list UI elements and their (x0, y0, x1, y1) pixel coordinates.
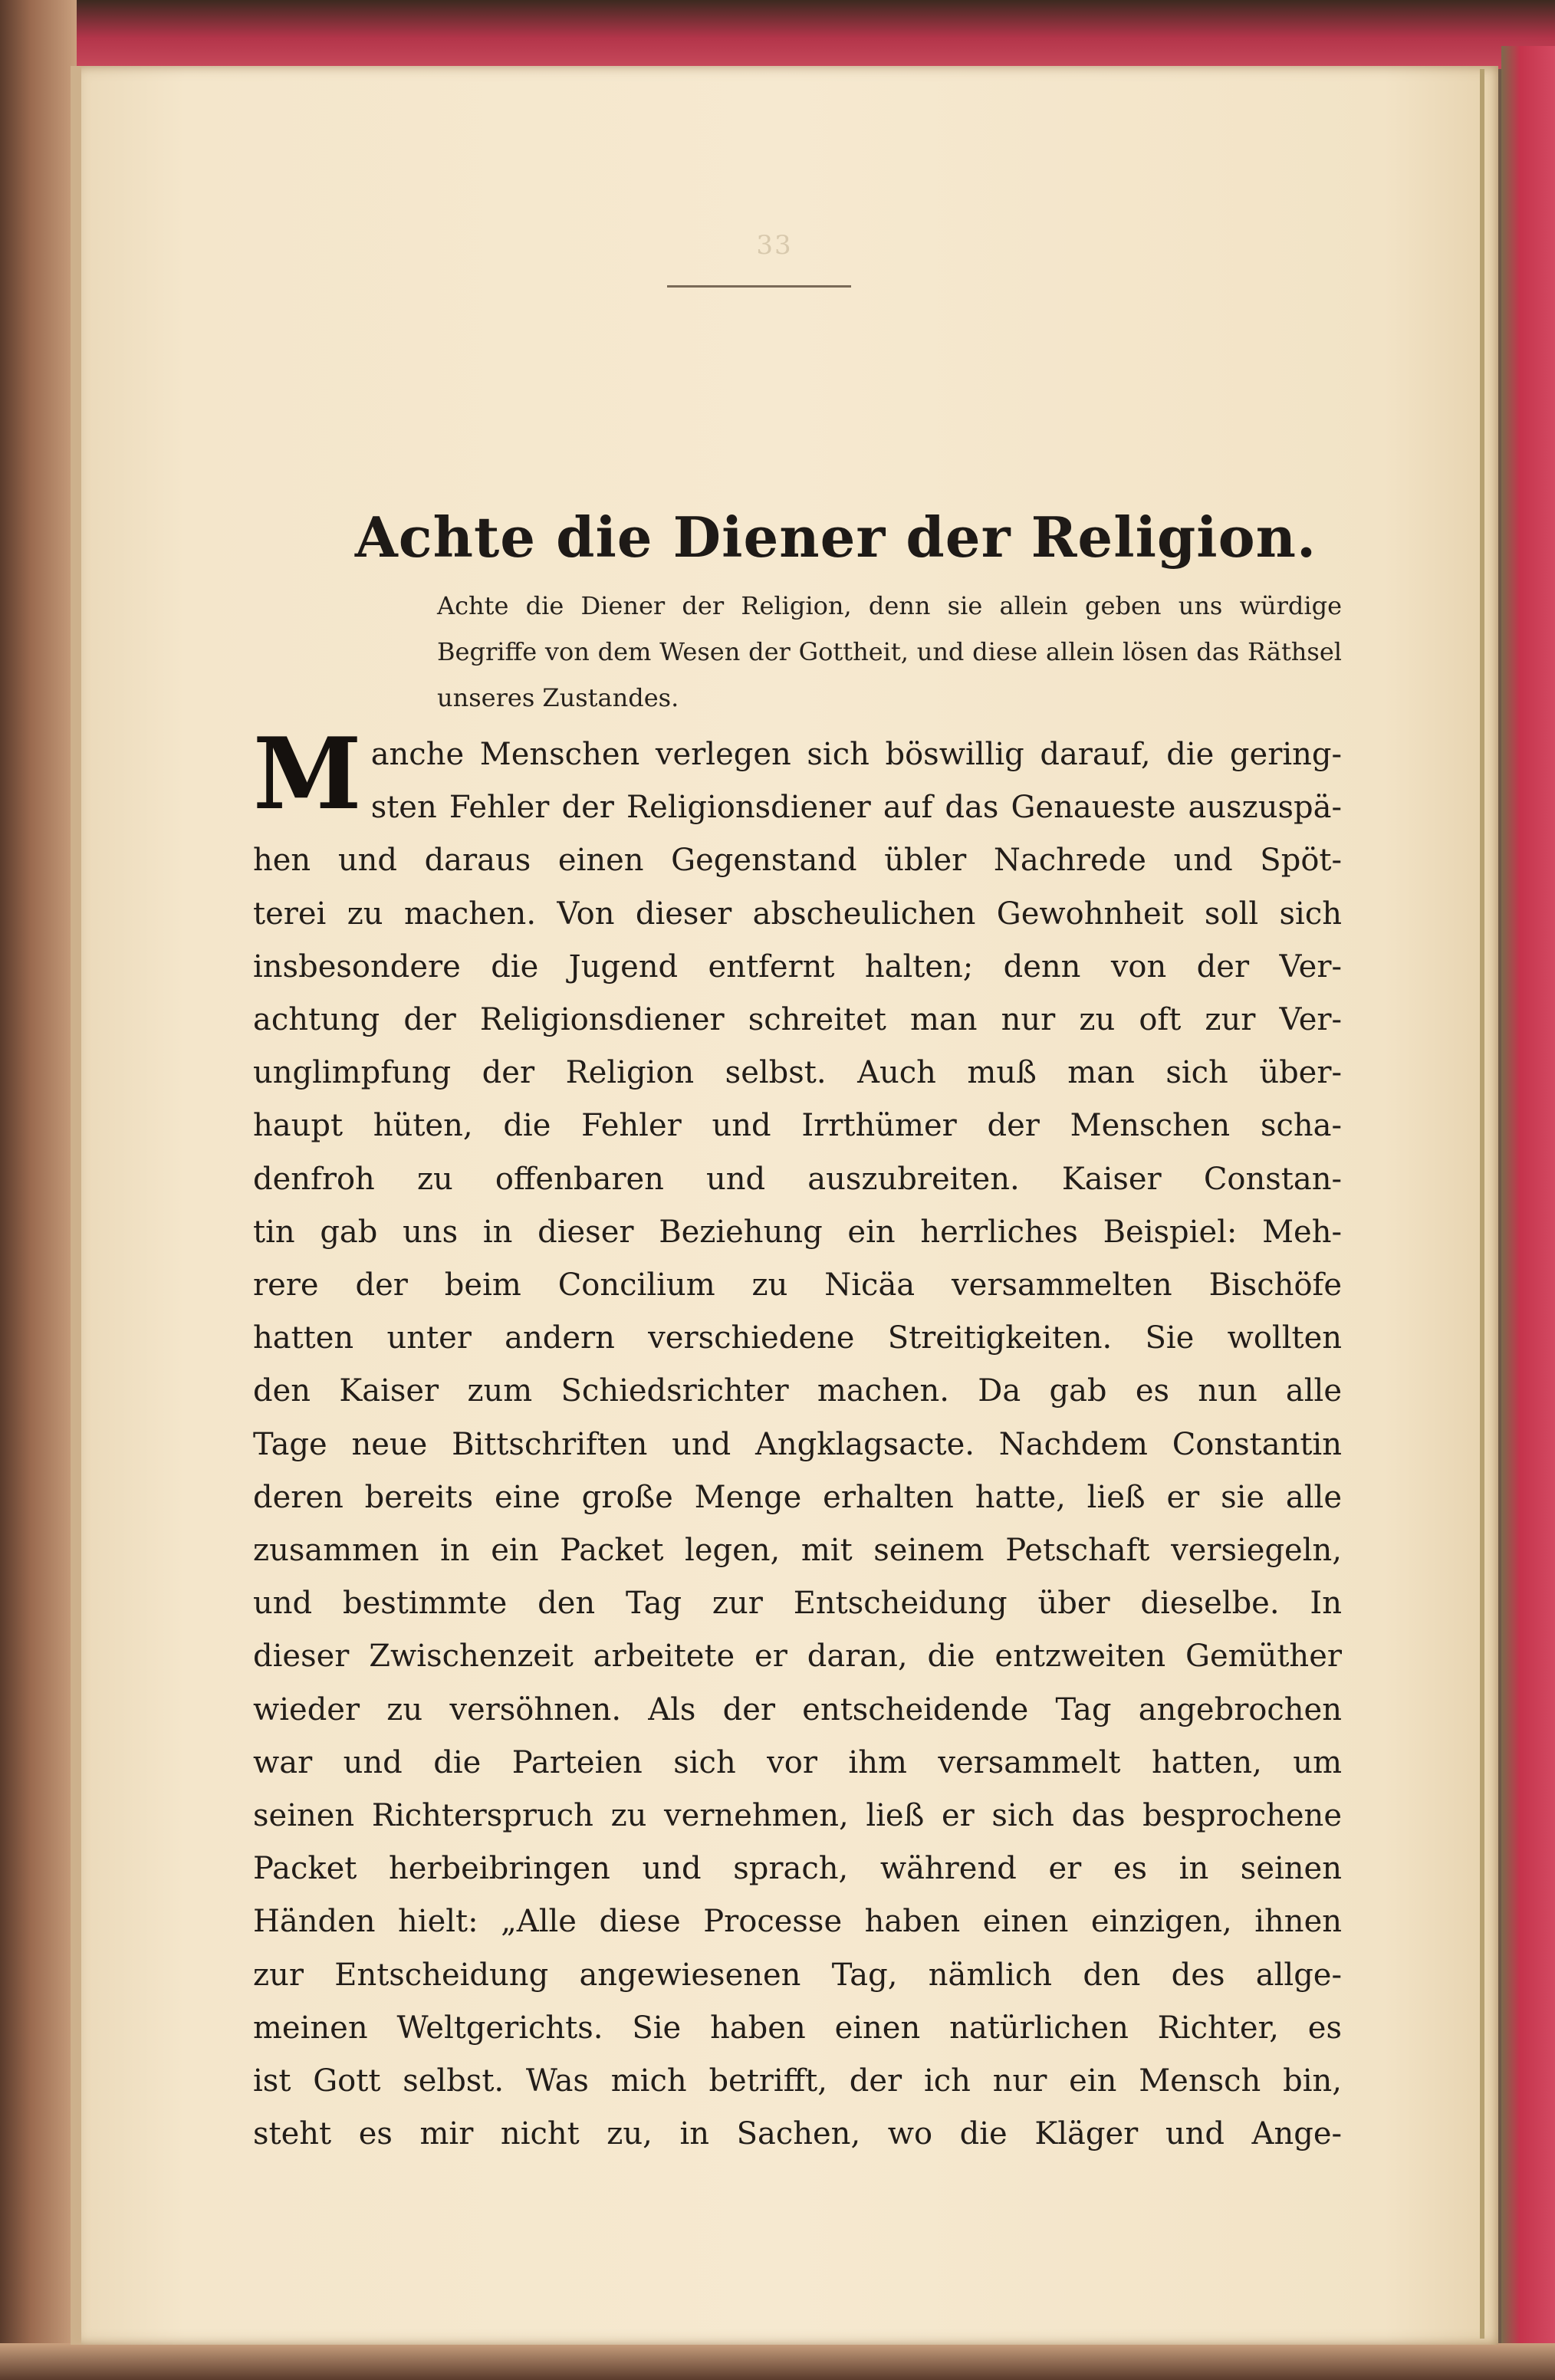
text-line: war und die Parteien sich vor ihm versammelt hatten, um (253, 1744, 1342, 1780)
text-line: tin gab uns in dieser Beziehung ein herrliches Beispiel: Meh- (253, 1214, 1342, 1250)
book-cover-bottom (0, 2343, 1555, 2380)
text-line: deren bereits eine große Menge erhalten hatte, ließ er sie alle (253, 1479, 1342, 1515)
book-cover-right (1501, 46, 1555, 2380)
text-line: hatten unter andern verschiedene Streitigkeiten. Sie wollten (253, 1320, 1342, 1356)
chapter-motto: Achte die Diener der Religion, denn sie allein geben uns würdige Begriffe von dem Wesen der Gottheit, und diese allein lösen das Räthsel unseres Zustandes. (437, 591, 1342, 712)
text-line: zusammen in ein Packet legen, mit seinem Petschaft versiegeln, (253, 1533, 1342, 1569)
text-line: und bestimmte den Tag zur Entscheidung über dieselbe. In (253, 1586, 1342, 1622)
text-line: achtung der Religionsdiener schreitet man nur zu oft zur Ver- (253, 1002, 1342, 1038)
page-number: 33 (756, 230, 793, 261)
text-line: sten Fehler der Religionsdiener auf das Genaueste auszuspä- (370, 790, 1342, 826)
text-line: seinen Richterspruch zu vernehmen, ließ er sich das besprochene (253, 1798, 1342, 1834)
text-line: anche Menschen verlegen sich böswillig darauf, die gering- (370, 737, 1342, 772)
text-line: Tage neue Bittschriften und Angklagsacte. Nachdem Constantin (253, 1426, 1342, 1462)
book-cover-top (0, 0, 1555, 69)
chapter-title: Achte die Diener der Religion. (354, 505, 1317, 570)
text-line: insbesondere die Jugend entfernt halten; denn von der Ver- (253, 948, 1342, 985)
page-edge (1480, 69, 1484, 2339)
text-line: ist Gott selbst. Was mich betrifft, der ich nur ein Mensch bin, (253, 2063, 1342, 2099)
text-line: rere der beim Concilium zu Nicäa versammelten Bischöfe (253, 1267, 1342, 1303)
text-line: hen und daraus einen Gegenstand übler Nachrede und Spöt- (253, 843, 1342, 879)
text-line: unglimpfung der Religion selbst. Auch muß man sich über- (253, 1055, 1342, 1091)
page-gutter (71, 66, 81, 2345)
drop-cap: M (253, 717, 362, 832)
text-line: denfroh zu offenbaren und auszubreiten. Kaiser Constan- (253, 1161, 1342, 1197)
text-line: dieser Zwischenzeit arbeitete er daran, die entzweiten Gemüther (253, 1639, 1342, 1675)
text-line: den Kaiser zum Schiedsrichter machen. Da gab es nun alle (253, 1373, 1342, 1409)
text-line: haupt hüten, die Fehler und Irrthümer der Menschen scha- (253, 1108, 1342, 1144)
text-line: meinen Weltgerichts. Sie haben einen natürlichen Richter, es (253, 2010, 1342, 2046)
text-line: Händen hielt: „Alle diese Processe haben einen einzigen, ihnen (253, 1904, 1342, 1940)
text-line: Packet herbeibringen und sprach, während er es in seinen (253, 1851, 1342, 1887)
text-line: terei zu machen. Von dieser abscheulichen Gewohnheit soll sich (253, 896, 1342, 932)
text-line: steht es mir nicht zu, in Sachen, wo die Kläger und Ange- (253, 2116, 1342, 2152)
body-text (253, 717, 1342, 2161)
book-cover-left (0, 0, 77, 2380)
header-rule (667, 285, 851, 288)
text-line: zur Entscheidung angewiesenen Tag, nämlich den des allge- (253, 1957, 1342, 1993)
text-line: wieder zu versöhnen. Als der entscheidende Tag angebrochen (253, 1691, 1342, 1727)
